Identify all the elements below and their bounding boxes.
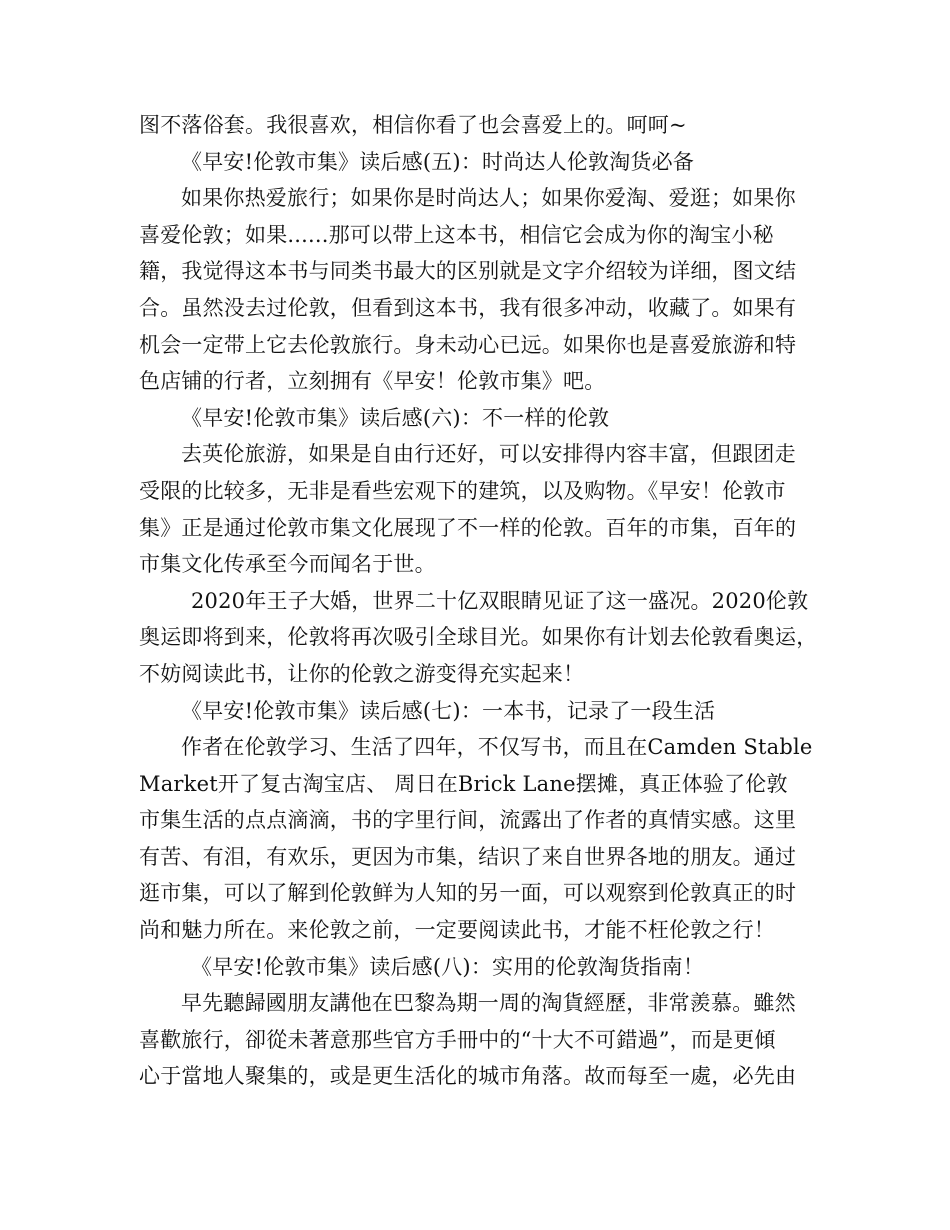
text-line: 尚和魅力所在。来伦敦之前，一定要阅读此书，才能不枉伦敦之行！	[139, 918, 775, 943]
text-line: 有苦、有泪，有欢乐，更因为市集，结识了来自世界各地的朋友。通过	[139, 844, 797, 869]
section-heading-5: 《早安!伦敦市集》读后感(五)：时尚达人伦敦淘货必备	[181, 149, 695, 174]
text-line: 早先聽歸國朋友講他在巴黎為期一周的淘貨經歷，非常羨慕。雖然	[181, 991, 796, 1016]
text-line: 2020年王子大婚，世界二十亿双眼睛见证了这一盛况。2020伦敦	[191, 588, 809, 613]
text-line: 市集文化传承至今而闻名于世。	[139, 552, 436, 577]
text-line: 不妨阅读此书，让你的伦敦之游变得充实起来！	[139, 661, 585, 686]
text-line: 逛市集，可以了解到伦敦鲜为人知的另一面，可以观察到伦敦真正的时	[139, 881, 797, 906]
text-line: Market开了复古淘宝店、 周日在Brick Lane摆摊，真正体验了伦敦	[139, 771, 788, 796]
text-line: 图不落俗套。我很喜欢，相信你看了也会喜爱上的。呵呵~	[139, 113, 687, 137]
text-line: 如果你热爱旅行；如果你是时尚达人；如果你爱淘、爱逛；如果你	[181, 186, 796, 211]
text-line: 受限的比较多，无非是看些宏观下的建筑，以及购物。《早安！伦敦市	[139, 478, 786, 503]
article-body	[139, 107, 819, 1095]
text-line: 市集生活的点点滴滴，书的字里行间，流露出了作者的真情实感。这里	[139, 808, 797, 833]
text-line: 喜歡旅行，卻從未著意那些官方手冊中的“十大不可錯過”，而是更傾	[139, 1027, 776, 1052]
section-heading-7: 《早安!伦敦市集》读后感(七)：一本书，记录了一段生活	[181, 698, 716, 723]
text-line: 色店铺的行者，立刻拥有《早安！伦敦市集》吧。	[139, 369, 606, 394]
text-line: 机会一定带上它去伦敦旅行。身未动心已远。如果你也是喜爱旅游和特	[139, 332, 797, 357]
text-line: 籍，我觉得这本书与同类书最大的区别就是文字介绍较为详细，图文结	[139, 259, 797, 284]
text-line: 合。虽然没去过伦敦，但看到这本书，我有很多冲动，收藏了。如果有	[139, 295, 797, 320]
text-line: 作者在伦敦学习、生活了四年，不仅写书，而且在Camden Stable	[181, 735, 813, 760]
text-line: 心于當地人聚集的，或是更生活化的城市角落。故而每至一處，必先由	[139, 1064, 797, 1089]
text-line: 去英伦旅游，如果是自由行还好，可以安排得内容丰富，但跟团走	[181, 442, 796, 467]
text-line: 奥运即将到来，伦敦将再次吸引全球目光。如果你有计划去伦敦看奥运，	[139, 625, 818, 650]
section-heading-6: 《早安!伦敦市集》读后感(六)：不一样的伦敦	[181, 405, 610, 430]
section-heading-8: 《早安!伦敦市集》读后感(八)：实用的伦敦淘货指南！	[191, 954, 705, 979]
text-line: 喜爱伦敦；如果......那可以带上这本书，相信它会成为你的淘宝小秘	[139, 222, 774, 247]
text-line: 集》正是通过伦敦市集文化展现了不一样的伦敦。百年的市集，百年的	[139, 515, 797, 540]
